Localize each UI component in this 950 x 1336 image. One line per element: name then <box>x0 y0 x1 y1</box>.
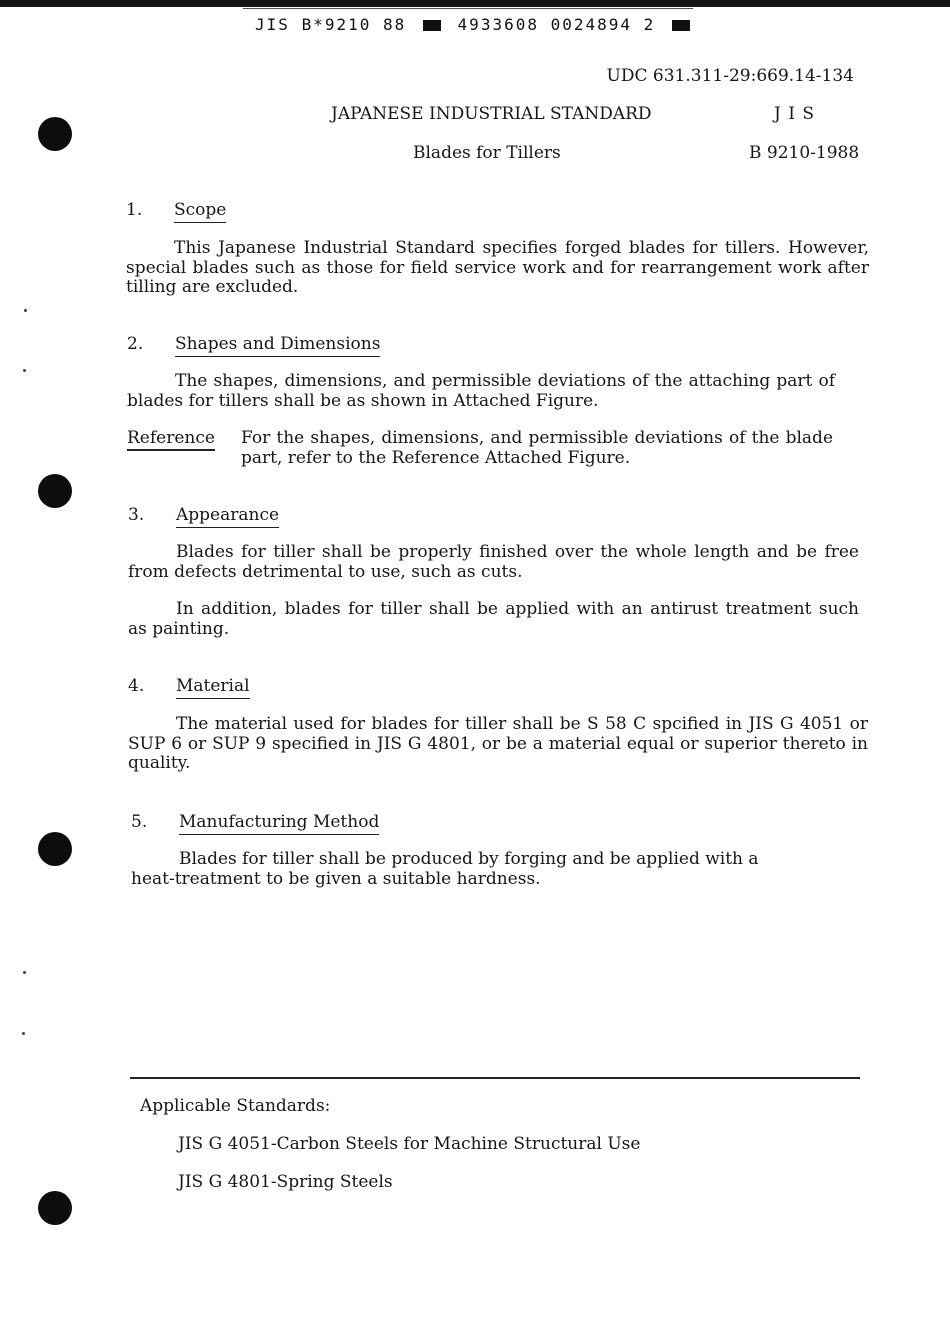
section-4-number: 4. <box>128 676 145 696</box>
punch-hole-icon <box>38 474 72 508</box>
reference-text: For the shapes, dimensions, and permissible deviations of the blade part, refer to the Reference Attached Figure. <box>241 428 833 468</box>
scan-speck <box>22 1032 25 1035</box>
section-5-heading: Manufacturing Method <box>179 813 379 835</box>
section-4-paragraph: The material used for blades for tiller shall be S 58 C spcified in JIS G 4051 or SUP 6 or SUP 9 specified in JIS G 4801, or be a material equal or superior thereto in quality. <box>128 714 868 773</box>
applicable-standard-item: JIS G 4051-Carbon Steels for Machine Structural Use <box>178 1134 641 1154</box>
punch-hole-icon <box>38 832 72 866</box>
section-1-heading: Scope <box>174 201 226 223</box>
punch-hole-icon <box>38 1191 72 1225</box>
scan-speck <box>23 369 26 372</box>
section-1-number: 1. <box>126 200 143 220</box>
section-3-heading: Appearance <box>176 506 279 528</box>
section-3-paragraph-1: Blades for tiller shall be properly finished over the whole length and be free from defects detrimental to use, such as cuts. <box>128 542 859 582</box>
section-3-paragraph-2: In addition, blades for tiller shall be applied with an antirust treatment such as painting. <box>128 599 859 639</box>
standard-org: JAPANESE INDUSTRIAL STANDARD <box>331 104 652 124</box>
udc-number: UDC 631.311-29:669.14-134 <box>606 66 854 86</box>
document-control-code <box>0 15 950 34</box>
section-1-paragraph: This Japanese Industrial Standard specifies forged blades for tillers. However, special blades such as those for field service work and for rearrangement work after tilling are excluded. <box>126 238 869 297</box>
section-4-heading: Material <box>176 677 250 699</box>
block-mark-icon <box>672 20 690 31</box>
punch-hole-icon <box>38 117 72 151</box>
jis-label: J I S <box>774 104 815 124</box>
scan-speck <box>24 309 27 312</box>
reference-label: Reference <box>127 429 215 451</box>
scan-top-edge <box>0 0 950 7</box>
standard-number: B 9210-1988 <box>749 143 860 163</box>
control-code-left: JIS B*9210 88 <box>255 15 407 34</box>
section-2-paragraph: The shapes, dimensions, and permissible deviations of the attaching part of blades for tillers shall be as shown in Attached Figure. <box>127 371 835 411</box>
code-strip-rule <box>243 8 693 9</box>
section-3-number: 3. <box>128 505 145 525</box>
applicable-standard-item: JIS G 4801-Spring Steels <box>178 1172 393 1192</box>
section-2-heading: Shapes and Dimensions <box>175 335 380 357</box>
footnote-divider <box>130 1077 860 1079</box>
applicable-standards-title: Applicable Standards: <box>140 1096 331 1116</box>
section-2-number: 2. <box>127 334 144 354</box>
section-5-paragraph: Blades for tiller shall be produced by forging and be applied with a heat-treatment to be given a suitable hardness. <box>131 849 759 889</box>
block-mark-icon <box>423 20 441 31</box>
page-title: Blades for Tillers <box>413 143 561 163</box>
scan-speck <box>23 971 26 974</box>
control-code-middle: 4933608 0024894 2 <box>457 15 656 34</box>
section-5-number: 5. <box>131 812 148 832</box>
